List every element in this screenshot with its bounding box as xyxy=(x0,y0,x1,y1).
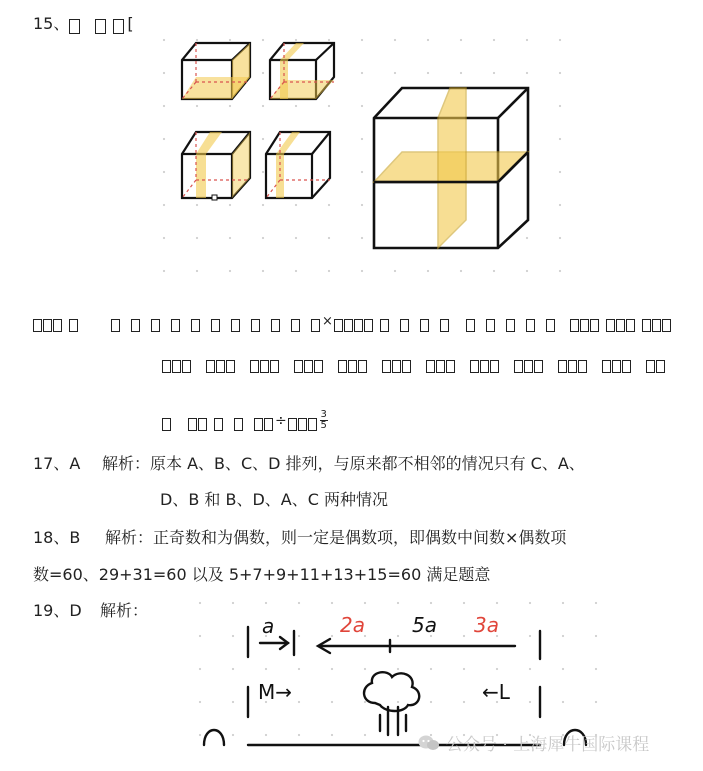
q18-number: 18、B xyxy=(33,528,81,547)
times-sign: × xyxy=(322,314,333,329)
label-3a: 3a xyxy=(474,613,499,637)
cube-cross-section-figure xyxy=(150,30,570,275)
q19-label: 解析： xyxy=(100,601,149,620)
missing-glyph xyxy=(95,19,106,34)
small-cube-4 xyxy=(266,132,330,198)
q16-line-2 xyxy=(162,360,666,373)
missing-glyph xyxy=(69,19,80,34)
label-a: a xyxy=(262,614,275,638)
label-2a: 2a xyxy=(340,613,365,637)
small-cube-2 xyxy=(270,43,334,99)
q15-header xyxy=(33,14,134,34)
small-cube-1 xyxy=(182,43,250,99)
bracket-glyph: [ xyxy=(127,14,134,33)
watermark-text: 公众号 · 上海犀牛国际课程 xyxy=(446,735,650,755)
q18-text-line-1: 解析：正奇数和为偶数，则一定是偶数项，即偶数中间数×偶数项 xyxy=(105,528,567,547)
small-cube-3 xyxy=(182,132,250,200)
q17-number: 17、A xyxy=(33,454,81,473)
q15-number: 15、 xyxy=(33,14,70,33)
tree-icon xyxy=(364,672,419,735)
fraction-denominator: 5 xyxy=(320,420,327,431)
q17-text-line-2: D、B 和 B、D、A、C 两种情况 xyxy=(160,490,388,509)
missing-glyph xyxy=(113,19,124,34)
q16-line-3 xyxy=(162,410,328,431)
label-m-arrow: M→ xyxy=(258,680,293,704)
divide-sign: ÷ xyxy=(275,413,287,429)
arch-left xyxy=(204,730,224,745)
watermark xyxy=(418,730,649,755)
q17-text-line-1: 解析：原本 A、B、C、D 排列，与原来都不相邻的情况只有 C、A、 xyxy=(102,454,585,473)
q19-number: 19、D xyxy=(33,601,82,620)
label-l-arrow: ←L xyxy=(482,680,510,704)
q18-text-line-2: 数=60、29+31=60 以及 5+7+9+11+13+15=60 满足题意 xyxy=(33,565,491,584)
wechat-icon xyxy=(418,734,440,752)
q16-line-1 xyxy=(33,312,672,332)
fraction-three-fifths xyxy=(320,410,328,431)
label-5a: 5a xyxy=(412,613,437,637)
large-stacked-cube xyxy=(374,88,528,248)
fraction-numerator: 3 xyxy=(320,409,327,420)
